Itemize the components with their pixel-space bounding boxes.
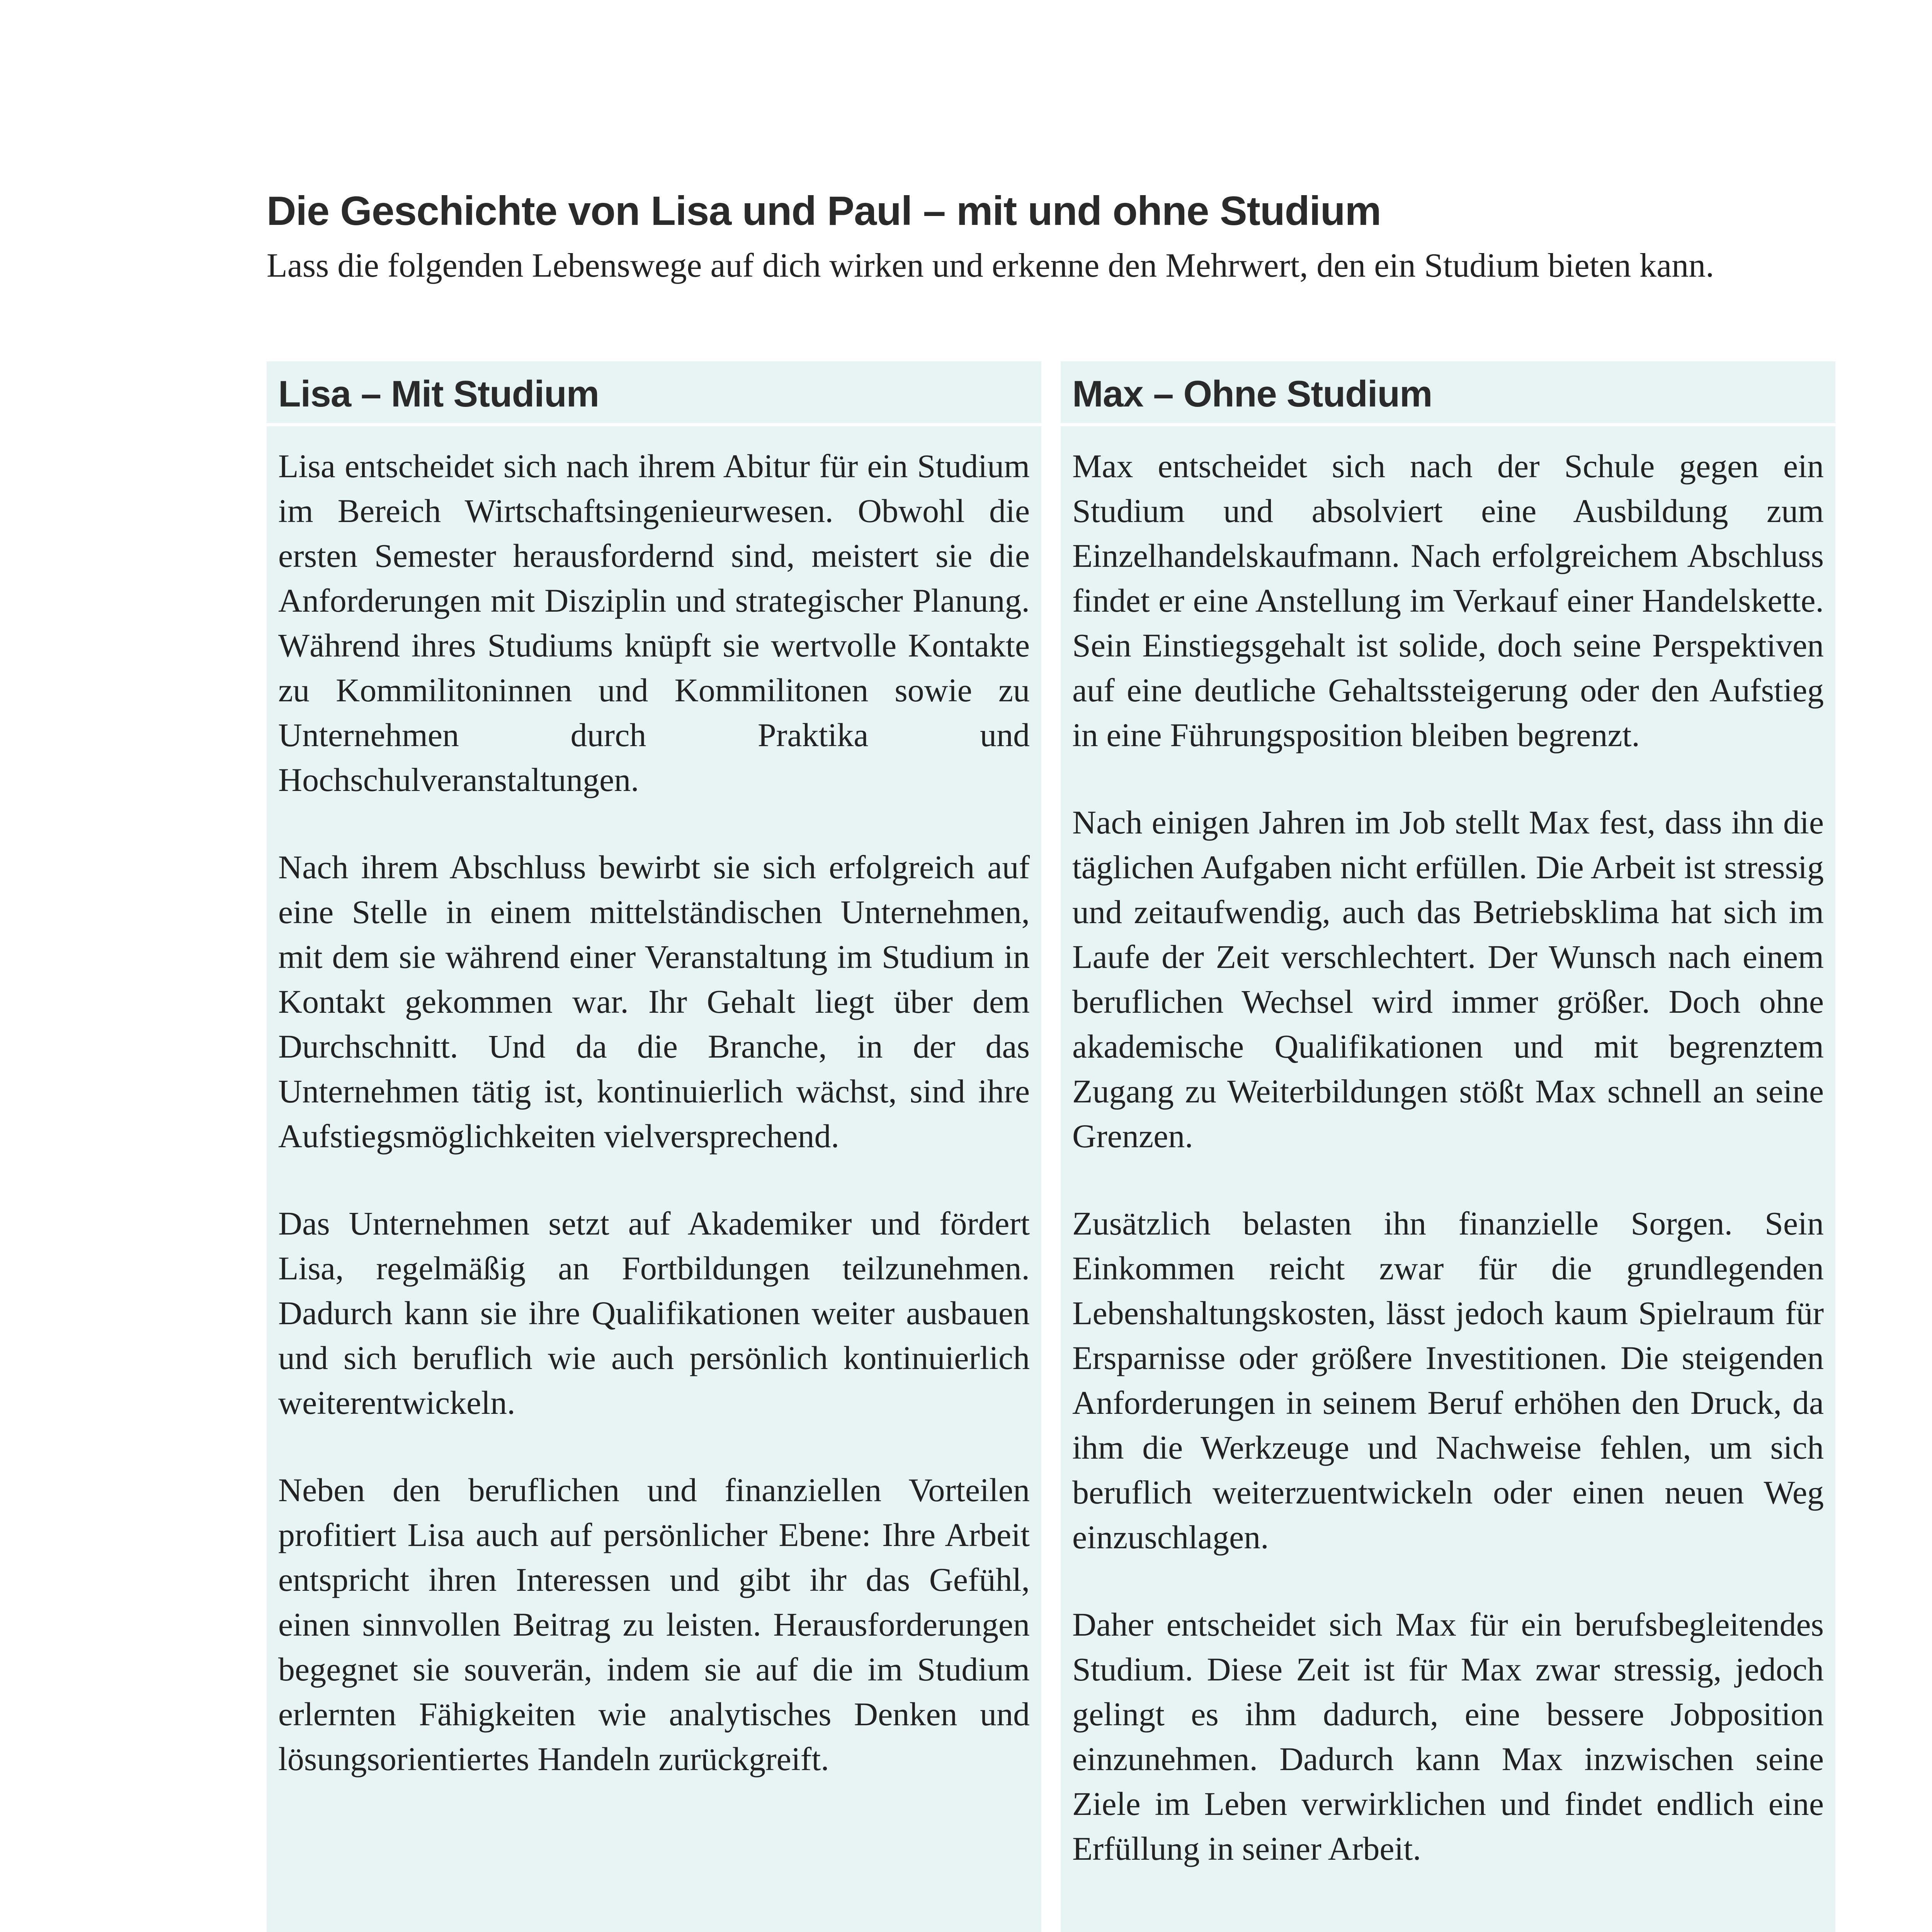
max-heading: Max – Ohne Studium: [1072, 373, 1432, 415]
page-title: Die Geschichte von Lisa und Paul – mit und ohne Studium: [267, 188, 1381, 234]
lisa-panel: [267, 361, 1041, 1932]
max-paragraph: Daher entscheidet sich Max für ein berufsbegleitendes Studium. Diese Zeit ist für Max zwar stressig, jedoch gelingt es ihm dadurch, eine bessere Jobposition einzunehmen. Dadurch kann Max inzwischen seine Ziele im Leben verwirklichen und findet endlich eine Erfüllung in seiner Arbeit.: [1072, 1606, 1824, 1867]
lisa-paragraph: Das Unternehmen setzt auf Akademiker und fördert Lisa, regelmäßig an Fortbildungen teilzunehmen. Dadurch kann sie ihre Qualifikationen weiter ausbauen und sich beruflich wie auch persönlich kontinuierlich weiterentwickeln.: [278, 1205, 1030, 1421]
lisa-paragraph: Lisa entscheidet sich nach ihrem Abitur für ein Studium im Bereich Wirtschaftsingenieurwesen. Obwohl die ersten Semester herausfordernd sind, meistert sie die Anforderungen mit Disziplin und strategischer Planung. Während ihres Studiums knüpft sie wertvolle Kontakte zu Kommilitoninnen und Kommilitonen sowie zu Unternehmen durch Praktika und Hochschulveranstaltungen.: [278, 447, 1030, 798]
lisa-paragraph: Neben den beruflichen und finanziellen Vorteilen profitiert Lisa auch auf persönlicher Ebene: Ihre Arbeit entspricht ihren Interessen und gibt ihr das Gefühl, einen sinnvollen Beitrag zu leisten. Herausforderungen begegnet sie souverän, indem sie auf die im Studium erlernten Fähigkeiten wie analytisches Denken und lösungsorientiertes Handeln zurückgreift.: [278, 1471, 1030, 1777]
lisa-heading: Lisa – Mit Studium: [278, 373, 599, 415]
panel-divider: [267, 423, 1041, 426]
panel-divider: [1061, 423, 1835, 426]
max-panel: [1061, 361, 1835, 1932]
max-paragraph: Nach einigen Jahren im Job stellt Max fest, dass ihn die täglichen Aufgaben nicht erfüllen. Die Arbeit ist stressig und zeitaufwendig, auch das Betriebsklima hat sich im Laufe der Zeit verschlechtert. Der Wunsch nach einem beruflichen Wechsel wird immer größer. Doch ohne akademische Qualifikationen und mit begrenztem Zugang zu Weiterbildungen stößt Max schnell an seine Grenzen.: [1072, 804, 1824, 1155]
max-paragraph: Max entscheidet sich nach der Schule gegen ein Studium und absolviert eine Ausbildung zum Einzelhandelskaufmann. Nach erfolgreichem Abschluss findet er eine Anstellung im Verkauf einer Handelskette. Sein Einstiegsgehalt ist solide, doch seine Perspektiven auf eine deutliche Gehaltssteigerung oder den Aufstieg in eine Führungsposition bleiben begrenzt.: [1072, 447, 1824, 753]
lisa-paragraph: Nach ihrem Abschluss bewirbt sie sich erfolgreich auf eine Stelle in einem mittelständischen Unternehmen, mit dem sie während einer Veranstaltung im Studium in Kontakt gekommen war. Ihr Gehalt liegt über dem Durchschnitt. Und da die Branche, in der das Unternehmen tätig ist, kontinuierlich wächst, sind ihre Aufstiegsmöglichkeiten vielversprechend.: [278, 849, 1030, 1155]
intro-text: Lass die folgenden Lebenswege auf dich wirken und erkenne den Mehrwert, den ein Studium bieten kann.: [267, 247, 1714, 284]
max-paragraph: Zusätzlich belasten ihn finanzielle Sorgen. Sein Einkommen reicht zwar für die grundlegenden Lebenshaltungskosten, lässt jedoch kaum Spielraum für Ersparnisse oder größere Investitionen. Die steigenden Anforderungen in seinem Beruf erhöhen den Druck, da ihm die Werkzeuge und Nachweise fehlen, um sich beruflich weiterzuentwickeln oder einen neuen Weg einzuschlagen.: [1072, 1205, 1824, 1556]
